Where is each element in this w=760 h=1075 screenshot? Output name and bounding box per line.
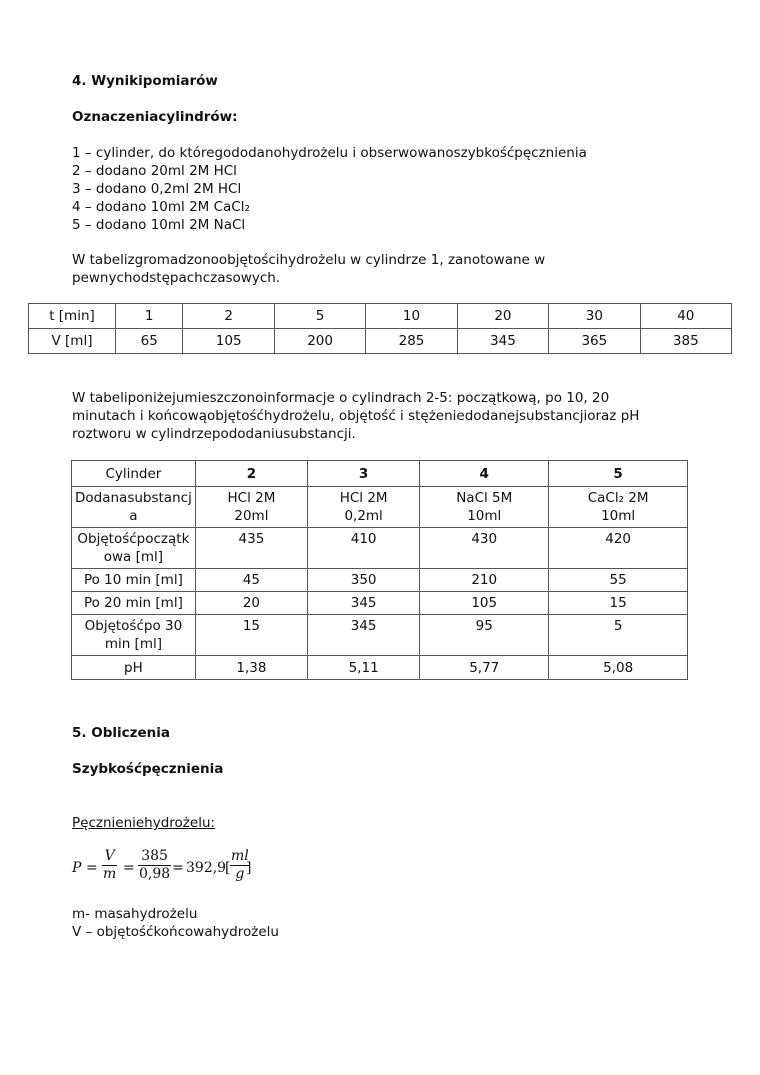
formula-left-bracket: [ [225, 860, 231, 876]
volume-time-table [28, 303, 732, 354]
list-item: 4 – dodano 10ml 2M CaCl₂ [72, 199, 250, 215]
table-row [72, 615, 688, 656]
formula-unit-numerator: ml [231, 848, 249, 864]
table-cell: 1,38 [195, 656, 307, 680]
formula-unit-denominator: g [235, 866, 245, 882]
table-row [72, 656, 688, 680]
table-cell [72, 615, 196, 656]
table-cell: 105 [420, 592, 549, 615]
paragraph-line: W tabelizgromadzonoobjętościhydrożelu w cylindrze 1, zanotowane w [72, 252, 546, 268]
table-row [72, 528, 688, 569]
list-item: 3 – dodano 0,2ml 2M HCl [72, 181, 242, 197]
table-row [72, 569, 688, 592]
table-cell: 430 [420, 528, 549, 569]
table-cell: 55 [549, 569, 688, 592]
table-cell: 200 [274, 329, 365, 354]
formula-denominator: 0,98 [139, 866, 171, 882]
row-label-line: a [129, 508, 138, 524]
table-cell: 5,77 [420, 656, 549, 680]
table-row [29, 329, 732, 354]
table-cell [308, 487, 420, 528]
table-cell: Po 10 min [ml] [72, 569, 196, 592]
table-cell: 345 [308, 615, 420, 656]
formula-fraction-vm [102, 848, 117, 883]
row-label-line: min [ml] [104, 636, 162, 652]
table-cell: 285 [366, 329, 457, 354]
row-label-line: Objętośćpo 30 [84, 618, 183, 634]
list-item: 2 – dodano 20ml 2M HCl [72, 163, 237, 179]
legend-line: V – objętośćkońcowahydrożelu [72, 924, 279, 940]
table-cell: 5 [274, 304, 365, 329]
cell-line: 20ml [234, 508, 269, 524]
table-cell: 15 [549, 592, 688, 615]
formula-result: 392,9 [186, 860, 227, 876]
formula-equals: = [86, 860, 98, 876]
table-cell [195, 487, 307, 528]
section-4-heading: 4. Wynikipomiarów [72, 73, 218, 89]
cell-line: HCl 2M [227, 490, 276, 506]
table-cell: 20 [195, 592, 307, 615]
table-cell: 65 [116, 329, 183, 354]
table-cell: 40 [640, 304, 731, 329]
table-cell: 410 [308, 528, 420, 569]
table-cell: Po 20 min [ml] [72, 592, 196, 615]
table-header-cell: 4 [420, 461, 549, 487]
table-header-cell: 2 [195, 461, 307, 487]
formula-fraction-values [138, 848, 171, 883]
formula-numerator: V [102, 848, 117, 866]
table-cell [72, 528, 196, 569]
list-item: 5 – dodano 10ml 2M NaCl [72, 217, 246, 233]
table-row [72, 592, 688, 615]
table-cell: 435 [195, 528, 307, 569]
table-cell: 2 [183, 304, 274, 329]
formula-numerator: 385 [138, 848, 171, 866]
table-cell: 95 [420, 615, 549, 656]
cell-line: 10ml [601, 508, 636, 524]
table-cell [549, 487, 688, 528]
table-cell: 20 [457, 304, 548, 329]
paragraph-line: pewnychodstępachczasowych. [72, 270, 281, 286]
paragraph-line: W tabeliponiżejumieszczonoinformacje o cylindrach 2-5: początkową, po 10, 20 [72, 390, 610, 406]
table-cell: t [min] [29, 304, 116, 329]
formula-equals: = [172, 860, 184, 876]
table-header-cell: Cylinder [72, 461, 196, 487]
table-cell: 345 [457, 329, 548, 354]
formula-equals: = [123, 860, 135, 876]
cell-line: 0,2ml [344, 508, 383, 524]
table-cell: 10 [366, 304, 457, 329]
table-header-cell: 3 [308, 461, 420, 487]
cell-line: CaCl₂ 2M [587, 490, 649, 506]
table-cell [72, 487, 196, 528]
table-cell: 5 [549, 615, 688, 656]
table-cell: 105 [183, 329, 274, 354]
cylinder-labels-heading: Oznaczeniacylindrów: [72, 109, 238, 125]
row-label-line: owa [ml] [103, 549, 164, 565]
table-cell: 365 [549, 329, 640, 354]
table-cell: 210 [420, 569, 549, 592]
table-cell: 30 [549, 304, 640, 329]
swelling-label: Pęcznieniehydrożelu: [72, 815, 216, 831]
table-cell: 350 [308, 569, 420, 592]
table-cell: 420 [549, 528, 688, 569]
cell-line: 10ml [467, 508, 502, 524]
formula-denominator: m [103, 866, 117, 882]
row-label-line: Dodanasubstancj [75, 490, 192, 506]
table-cell: 5,11 [308, 656, 420, 680]
legend-line: m- masahydrożelu [72, 906, 198, 922]
table-cell: 1 [116, 304, 183, 329]
swelling-rate-heading: Szybkośćpęcznienia [72, 761, 224, 777]
paragraph-line: minutach i końcowąobjętośćhydrożelu, objętość i stężeniedodanejsubstancjioraz pH [72, 408, 640, 424]
cylinder-data-table [71, 460, 688, 680]
table-cell: 385 [640, 329, 731, 354]
row-label-line: Objętośćpoczątk [77, 531, 190, 547]
table-row [29, 304, 732, 329]
formula-lhs: P [72, 860, 82, 876]
table-row [72, 487, 688, 528]
cell-line: NaCl 5M [456, 490, 513, 506]
table-header-cell: 5 [549, 461, 688, 487]
table-cell: V [ml] [29, 329, 116, 354]
table-cell: 45 [195, 569, 307, 592]
table-cell: 5,08 [549, 656, 688, 680]
section-5-heading: 5. Obliczenia [72, 725, 170, 741]
table-row [72, 461, 688, 487]
table-cell: 15 [195, 615, 307, 656]
list-item: 1 – cylinder, do któregododanohydrożelu i obserwowanoszybkośćpęcznienia [72, 145, 587, 161]
formula-right-bracket: ] [246, 860, 252, 876]
table-cell: pH [72, 656, 196, 680]
table-cell: 345 [308, 592, 420, 615]
cell-line: HCl 2M [339, 490, 388, 506]
paragraph-line: roztworu w cylindrzepododaniusubstancji. [72, 426, 356, 442]
table-cell [420, 487, 549, 528]
